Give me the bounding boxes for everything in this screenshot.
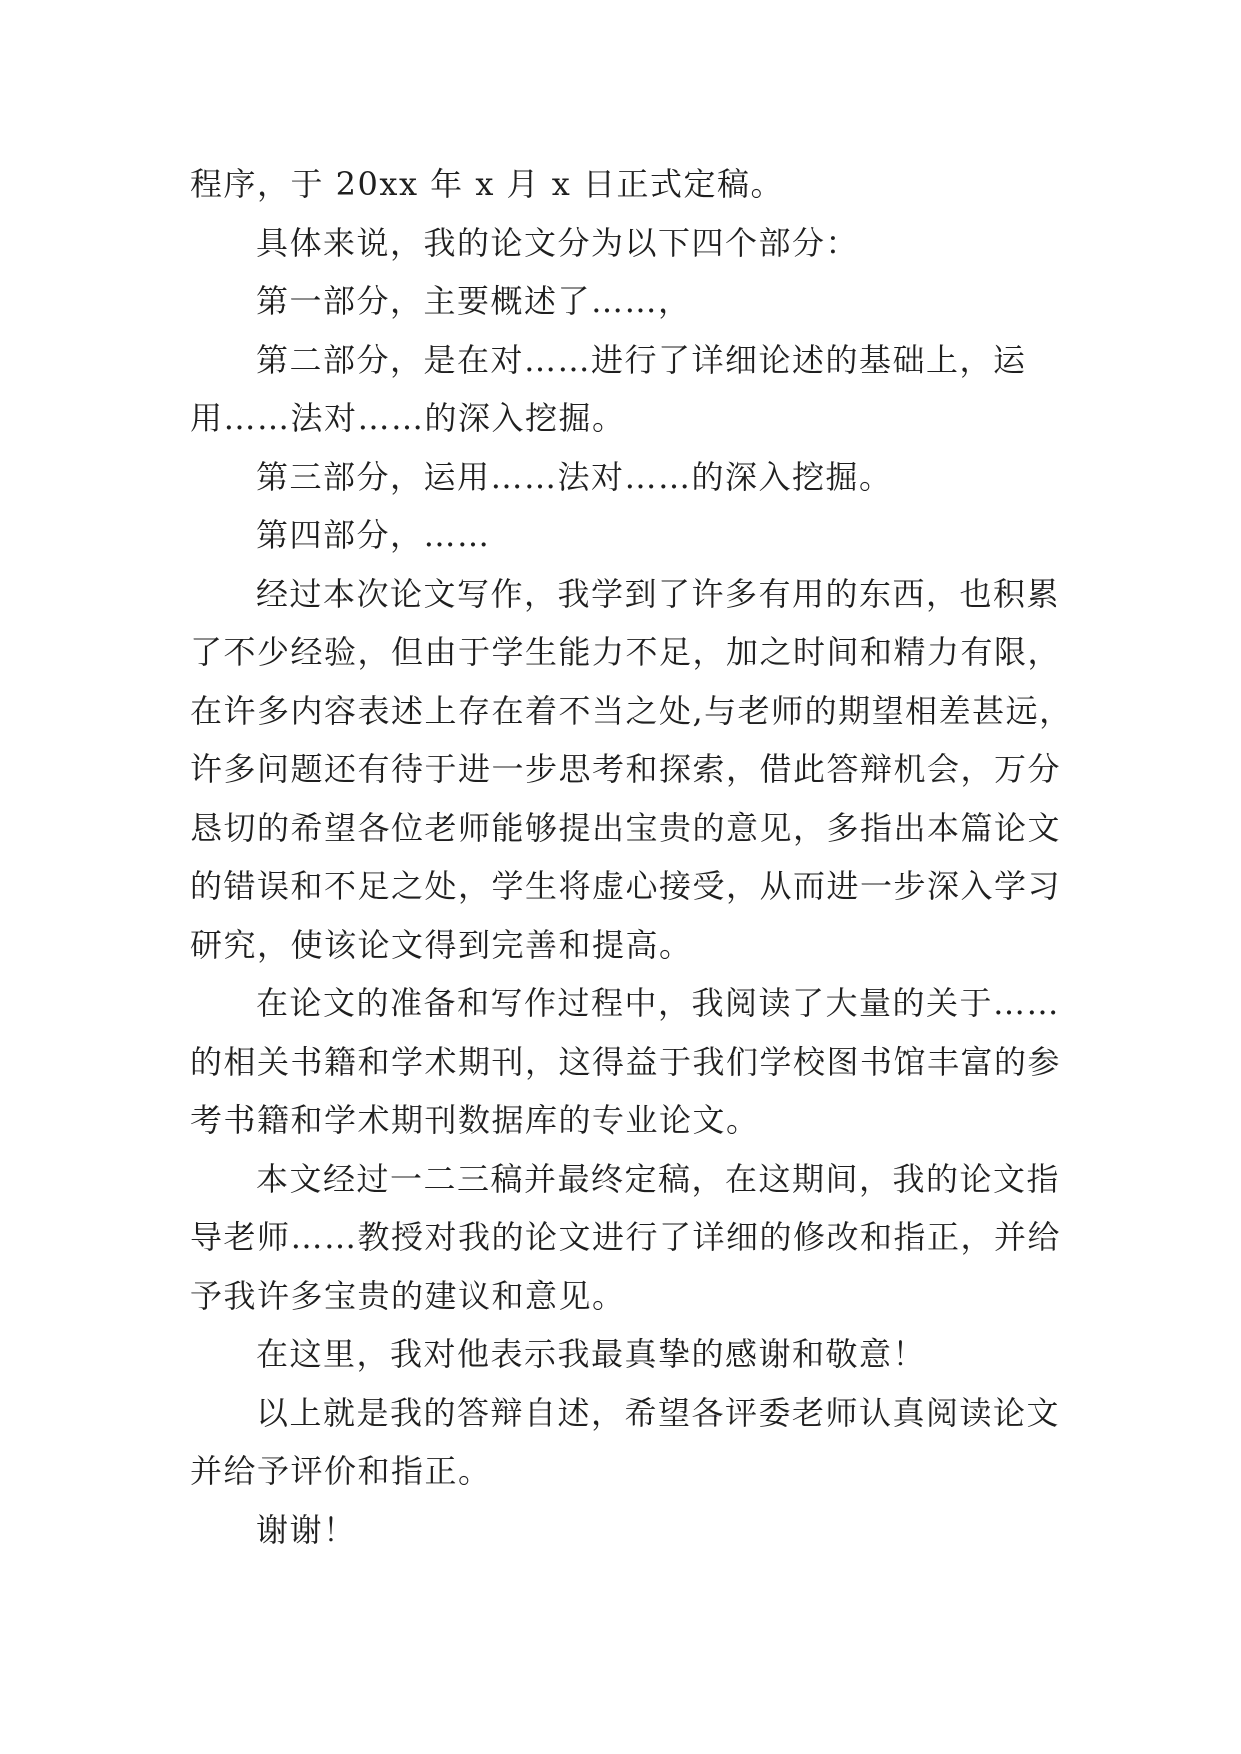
- text-line: 程序，于 20xx 年 x 月 x 日正式定稿。: [190, 165, 784, 203]
- text-line: 的相关书籍和学术期刊，这得益于我们学校图书馆丰富的参: [190, 1042, 1062, 1081]
- text-line: 用……法对……的深入挖掘。: [190, 399, 626, 437]
- text-line: 本文经过一二三稿并最终定稿，在这期间，我的论文指: [256, 1159, 1061, 1198]
- text-line: 在论文的准备和写作过程中，我阅读了大量的关于……: [256, 984, 1061, 1022]
- text-line: 导老师……教授对我的论文进行了详细的修改和指正，并给: [190, 1218, 1062, 1256]
- text-line: 第二部分，是在对……进行了详细论述的基础上，运: [256, 340, 1027, 379]
- text-line: 在这里，我对他表示我最真挚的感谢和敬意！: [256, 1335, 927, 1373]
- text-line: 第一部分，主要概述了……，: [256, 282, 692, 320]
- document-body: [190, 155, 1073, 1559]
- text-line: 恳切的希望各位老师能够提出宝贵的意见，多指出本篇论文: [190, 808, 1062, 847]
- text-line: 研究，使该论文得到完善和提高。: [190, 925, 693, 964]
- text-line: 了不少经验，但由于学生能力不足，加之时间和精力有限，: [190, 633, 1062, 671]
- text-line: 予我许多宝贵的建议和意见。: [190, 1276, 626, 1315]
- text-line: 第三部分，运用……法对……的深入挖掘。: [256, 457, 893, 496]
- text-line: 许多问题还有待于进一步思考和探索，借此答辩机会，万分: [190, 750, 1062, 788]
- text-line: 的错误和不足之处，学生将虚心接受，从而进一步深入学习: [190, 867, 1062, 905]
- text-line: 第四部分，……: [256, 516, 491, 554]
- text-line: 谢谢！: [256, 1510, 357, 1549]
- text-line: 在许多内容表述上存在着不当之处,与老师的期望相差甚远，: [190, 691, 1073, 730]
- text-line: 经过本次论文写作，我学到了许多有用的东西，也积累: [256, 574, 1061, 613]
- text-line: 并给予评价和指正。: [190, 1452, 492, 1490]
- text-line: 考书籍和学术期刊数据库的专业论文。: [190, 1101, 760, 1139]
- text-line: 具体来说，我的论文分为以下四个部分：: [256, 223, 860, 262]
- text-line: 以上就是我的答辩自述，希望各评委老师认真阅读论文: [256, 1393, 1061, 1432]
